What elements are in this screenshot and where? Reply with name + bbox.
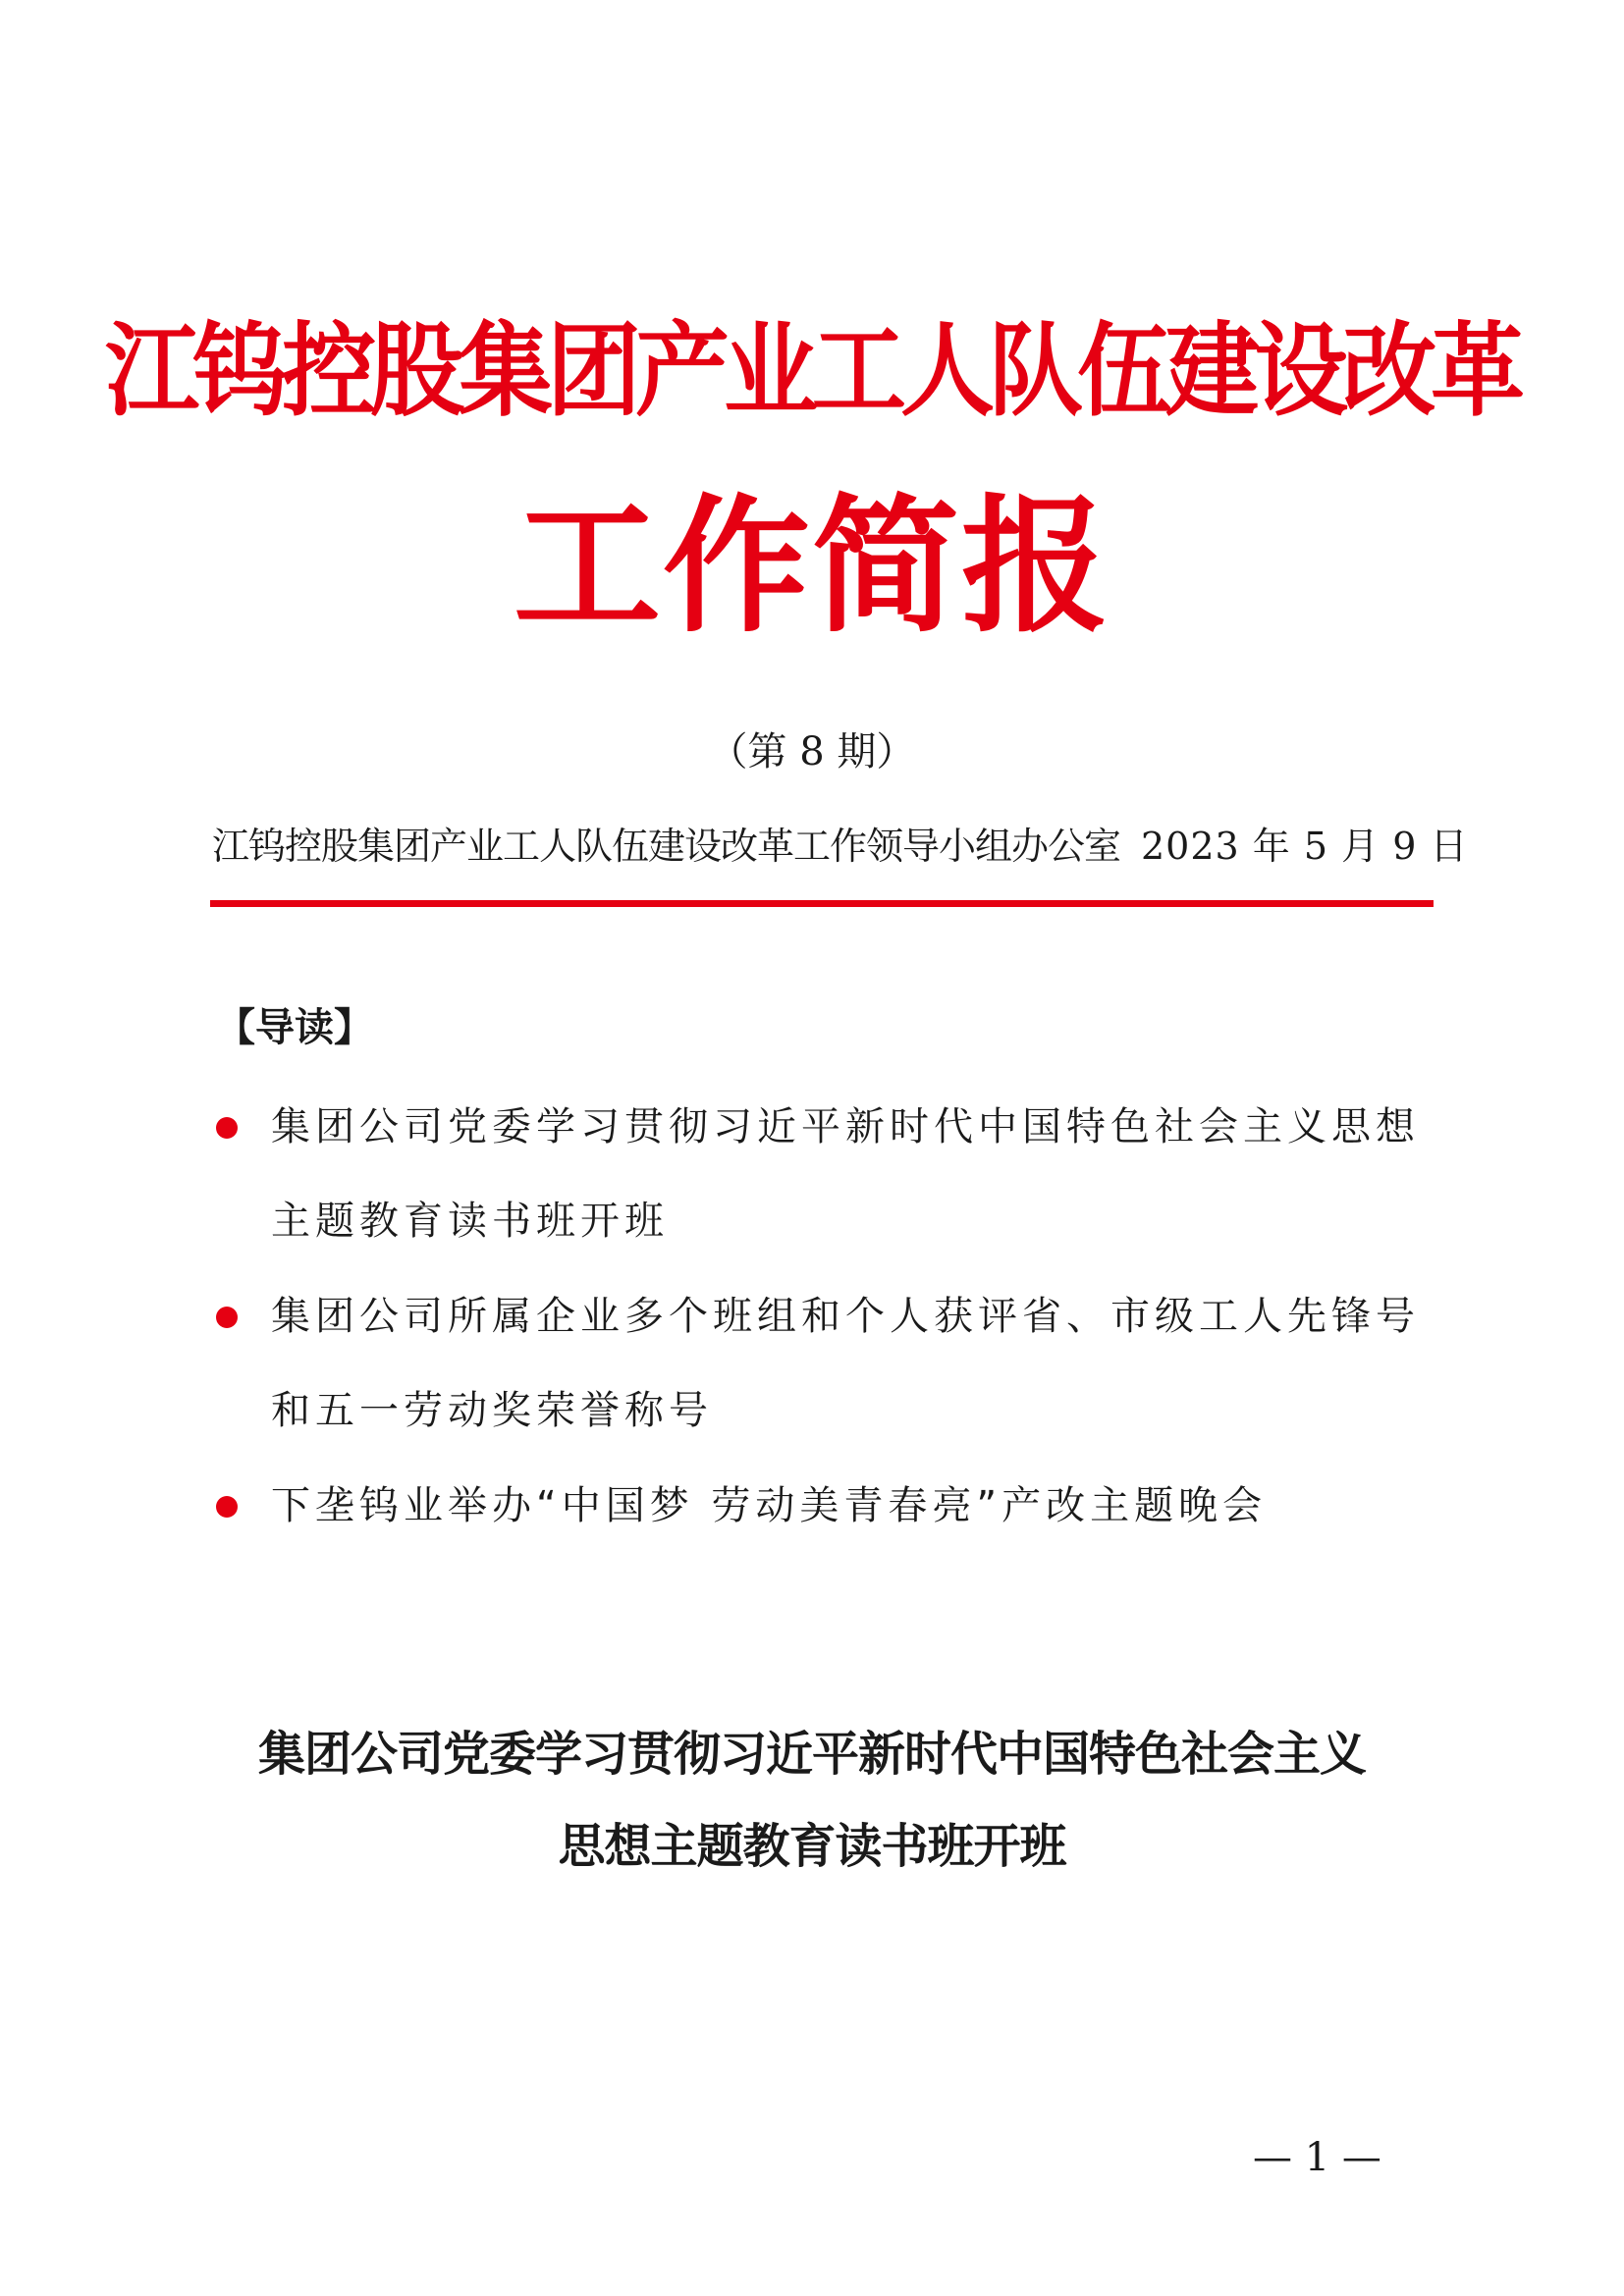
red-divider-line <box>210 900 1434 907</box>
guide-list <box>212 1080 1439 1554</box>
guide-item-text: 集团公司所属企业多个班组和个人获评省、市级工人先锋号和五一劳动奖荣誉称号 <box>271 1294 1420 1433</box>
issue-date: 2023 年 5 月 9 日 <box>1141 825 1469 868</box>
red-bullet-icon <box>216 1496 238 1518</box>
issue-number: （第 8 期） <box>708 729 916 774</box>
article-headline <box>212 1708 1412 1893</box>
guide-item-text: 集团公司党委学习贯彻习近平新时代中国特色社会主义思想主题教育读书班开班 <box>271 1104 1420 1244</box>
masthead-title-line1: 江钨控股集团产业工人队伍建设改革 <box>105 310 1519 431</box>
guide-heading: 【导读】 <box>216 1005 373 1050</box>
guide-list-item <box>212 1459 1439 1553</box>
red-bullet-icon <box>216 1307 238 1328</box>
page-number: — 1 — <box>1253 2135 1381 2180</box>
issuer-row <box>212 817 1469 876</box>
guide-list-item <box>212 1080 1439 1268</box>
article-headline-line1: 集团公司党委学习贯彻习近平新时代中国特色社会主义 <box>257 1727 1366 1782</box>
masthead-title-line2: 工作简报 <box>513 480 1110 653</box>
guide-list-item <box>212 1269 1439 1458</box>
issuer-name: 江钨控股集团产业工人队伍建设改革工作领导小组办公室 <box>212 825 1121 868</box>
guide-item-text: 下垄钨业举办“中国梦 劳动美青春亮”产改主题晚会 <box>271 1483 1268 1528</box>
red-bullet-icon <box>216 1117 238 1139</box>
article-headline-line2: 思想主题教育读书班开班 <box>558 1819 1066 1874</box>
